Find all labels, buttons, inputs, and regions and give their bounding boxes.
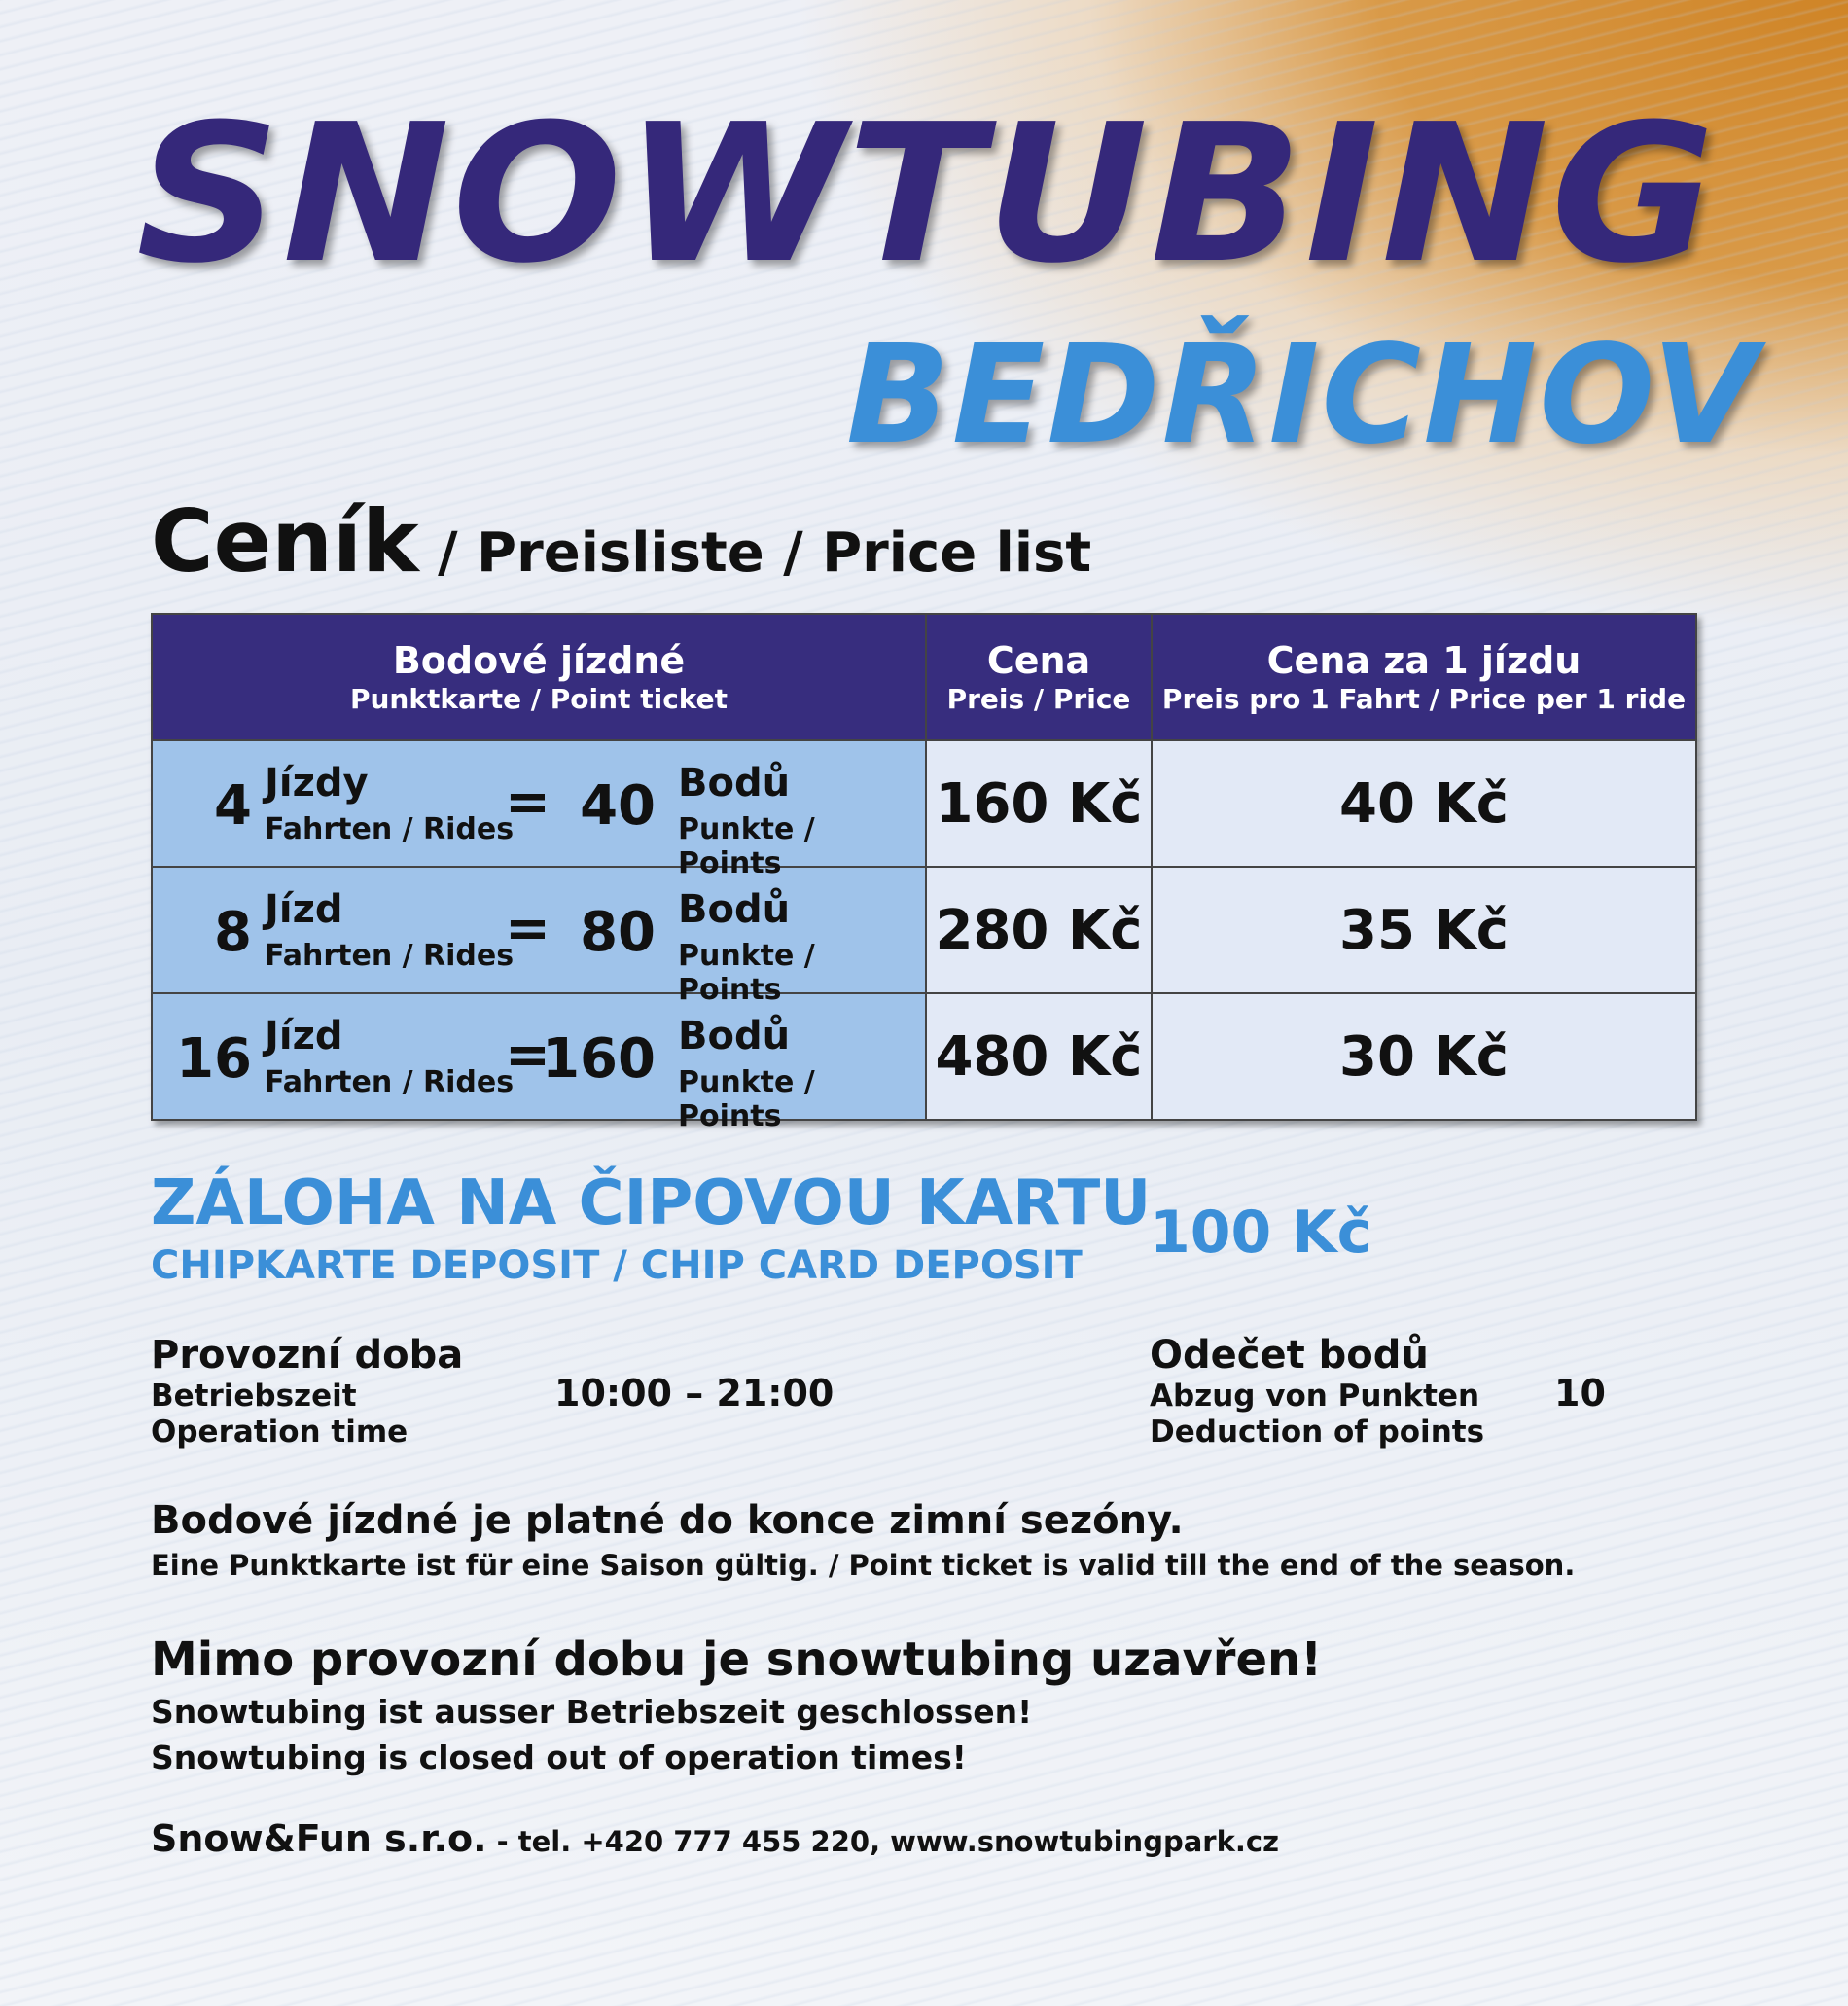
points-label: Bodů — [678, 761, 791, 806]
equals-sign: = — [505, 897, 551, 960]
operation-time-value: 10:00 – 21:00 — [554, 1372, 835, 1415]
price-list-heading — [151, 491, 1091, 591]
closed-en: Snowtubing is closed out of operation times! — [151, 1738, 967, 1776]
rides-count: 16 — [176, 1027, 252, 1091]
validity-cz: Bodové jízdné je platné do konce zimní sezóny. — [151, 1498, 1184, 1543]
footer-company: Snow&Fun s.r.o. — [151, 1817, 487, 1860]
poster-subtitle: BEDŘICHOV — [846, 316, 1759, 475]
operation-en: Operation time — [151, 1415, 409, 1450]
rides-count: 4 — [214, 774, 252, 838]
equals-sign: = — [505, 770, 551, 834]
validity-de-en: Eine Punktkarte ist für eine Saison gültig. / Point ticket is valid till the end of the season. — [151, 1549, 1576, 1582]
poster-title: SNOWTUBING — [136, 84, 1718, 305]
price-cell: 480 Kč — [926, 993, 1152, 1120]
deposit-price: 100 Kč — [1150, 1199, 1372, 1267]
footer — [151, 1817, 1279, 1860]
closed-de: Snowtubing ist ausser Betriebszeit geschlossen! — [151, 1693, 1033, 1731]
deposit-subtitle: CHIPKARTE DEPOSIT / CHIP CARD DEPOSIT — [151, 1243, 1083, 1288]
points-label: Bodů — [678, 1014, 791, 1058]
deduction-value: 10 — [1554, 1372, 1606, 1415]
points-sub: Punkte / Points — [678, 1065, 815, 1133]
points-count: 160 — [542, 1027, 656, 1091]
deduction-de: Abzug von Punkten — [1150, 1379, 1480, 1414]
header-title: Cena — [986, 639, 1091, 682]
price-table — [151, 613, 1697, 1133]
table-row — [152, 740, 1696, 867]
rides-count: 8 — [214, 901, 252, 964]
points-count: 40 — [580, 774, 656, 838]
points-cell — [152, 993, 926, 1133]
per-ride-cell: 30 Kč — [1152, 993, 1696, 1120]
points-sub: Punkte / Points — [678, 812, 815, 880]
header-point-ticket — [152, 614, 926, 740]
rides-label: Jízd — [265, 1014, 343, 1058]
deposit-title: ZÁLOHA NA ČIPOVOU KARTU — [151, 1167, 1152, 1239]
header-price — [926, 614, 1152, 740]
points-cell — [152, 740, 926, 880]
header-sub: Punktkarte / Point ticket — [349, 683, 729, 715]
table-row — [152, 993, 1696, 1120]
operation-de: Betriebszeit — [151, 1379, 357, 1414]
points-label: Bodů — [678, 887, 791, 932]
header-sub: Preis / Price — [946, 683, 1131, 715]
header-sub: Preis pro 1 Fahrt / Price per 1 ride — [1161, 683, 1687, 715]
price-cell: 280 Kč — [926, 867, 1152, 993]
rides-sub: Fahrten / Rides — [265, 1065, 515, 1099]
rides-label: Jízdy — [265, 761, 369, 806]
heading-main: Ceník — [151, 491, 419, 591]
points-count: 80 — [580, 901, 656, 964]
closed-cz: Mimo provozní dobu je snowtubing uzavřen! — [151, 1632, 1323, 1687]
rides-sub: Fahrten / Rides — [265, 812, 515, 846]
header-title: Cena za 1 jízdu — [1266, 639, 1581, 682]
header-price-per-ride — [1152, 614, 1696, 740]
table-header-row — [152, 614, 1696, 740]
deduction-title: Odečet bodů — [1150, 1333, 1429, 1378]
heading-rest: / Preisliste / Price list — [418, 521, 1092, 585]
deduction-en: Deduction of points — [1150, 1415, 1485, 1450]
header-title: Bodové jízdné — [392, 639, 686, 682]
per-ride-cell: 40 Kč — [1152, 740, 1696, 867]
footer-contact: - tel. +420 777 455 220, www.snowtubingpark.cz — [486, 1825, 1279, 1858]
rides-label: Jízd — [265, 887, 343, 932]
points-sub: Punkte / Points — [678, 939, 815, 1007]
per-ride-cell: 35 Kč — [1152, 867, 1696, 993]
points-cell — [152, 867, 926, 1007]
operation-title: Provozní doba — [151, 1333, 464, 1378]
rides-sub: Fahrten / Rides — [265, 939, 515, 973]
price-cell: 160 Kč — [926, 740, 1152, 867]
table-row — [152, 867, 1696, 993]
equals-sign: = — [505, 1023, 551, 1087]
